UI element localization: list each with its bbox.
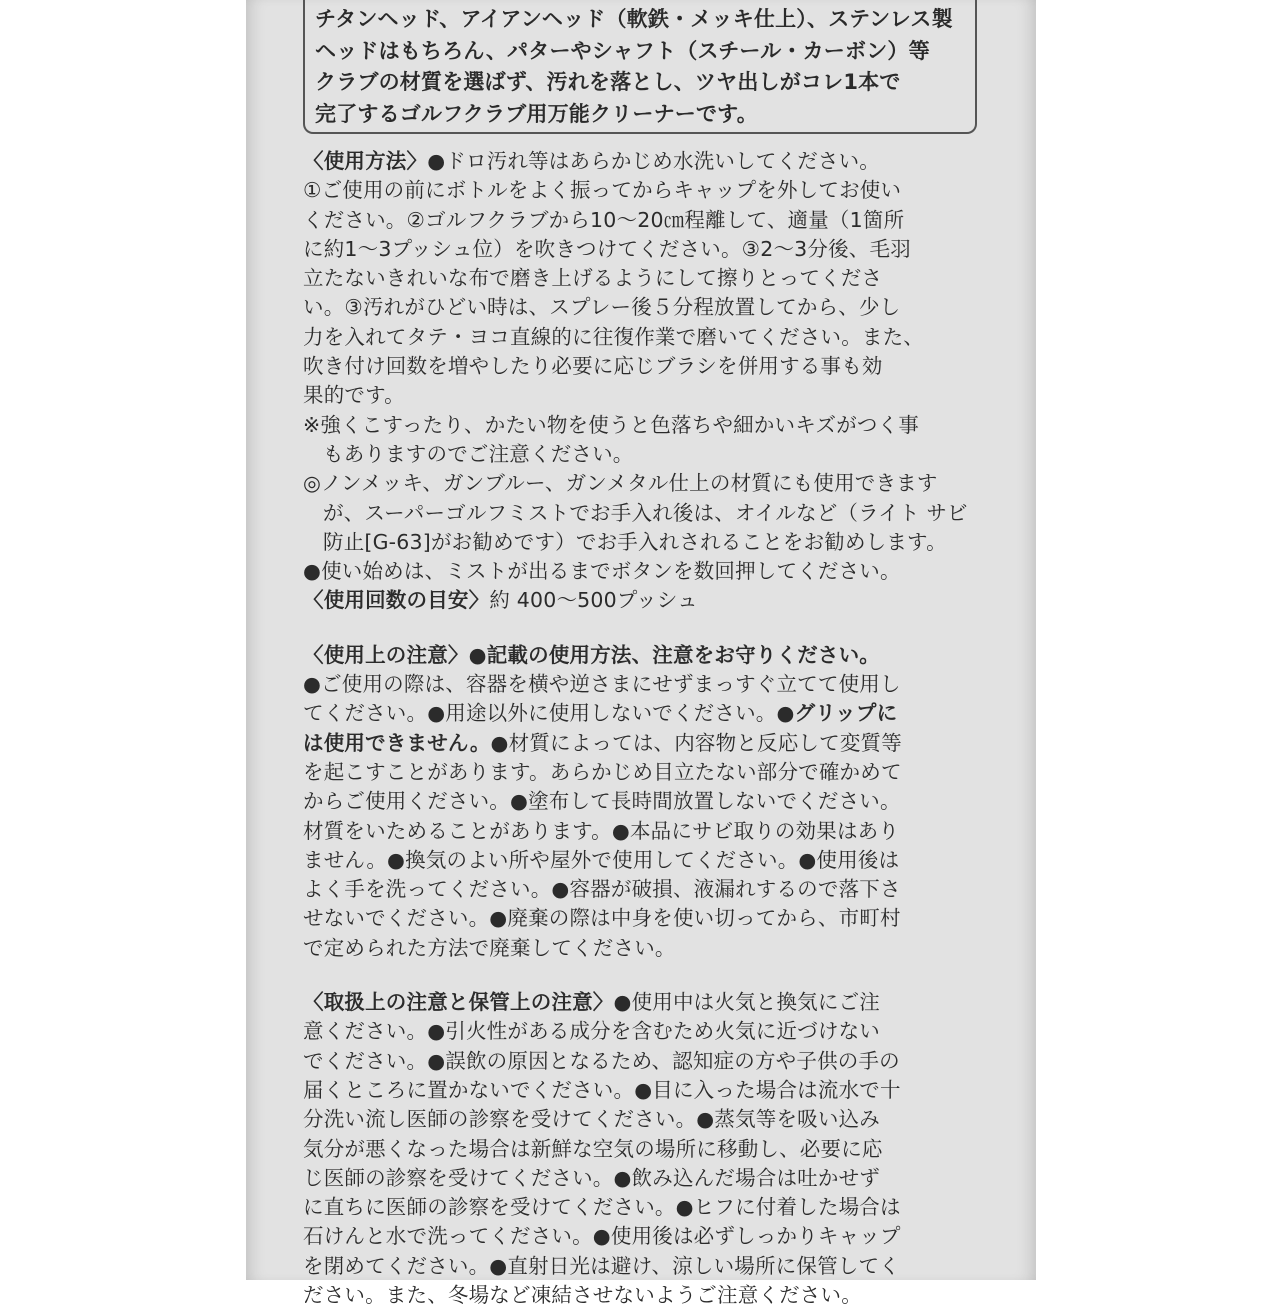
- usage-line: い。③汚れがひどい時は、スプレー後５分程放置してから、少し: [303, 295, 901, 320]
- storage-title-tail: ●使用中は火気と換気にご注: [613, 990, 880, 1015]
- storage-line: に直ちに医師の診察を受けてください。●ヒフに付着した場合は: [303, 1195, 901, 1220]
- storage-line: を閉めてください。●直射日光は避け、涼しい場所に保管してく: [303, 1253, 900, 1278]
- usage-note-scratch: ※強くこすったり、かたい物を使うと色落ちや細かいキズがつく事: [303, 412, 920, 437]
- usage-line: 立たないきれいな布で磨き上げるようにして擦りとってくださ: [303, 266, 883, 291]
- storage-section: [303, 988, 983, 1310]
- usage-note-scratch-cont: もありますのでご注意ください。: [323, 441, 634, 466]
- usage-note-first-use: ●使い始めは、ミストが出るまでボタンを数回押してください。: [303, 559, 901, 584]
- usage-note-finish-cont: 防止[G-63]がお勧めです）でお手入れされることをお勧めします。: [323, 529, 947, 554]
- label-text-content: [303, 0, 983, 1310]
- usage-section: [303, 147, 983, 586]
- caution-line: で定められた方法で廃棄してください。: [303, 935, 676, 960]
- usage-note-finish-cont: が、スーパーゴルフミストでお手入れ後は、オイルなど（ライト サビ: [323, 500, 968, 525]
- usage-title-tail: ●ドロ汚れ等はあらかじめ水洗いしてください。: [427, 149, 880, 173]
- caution-line: せないでください。●廃棄の際は中身を使い切ってから、市町村: [303, 906, 901, 931]
- usage-count-section: [303, 586, 983, 615]
- caution-section: [303, 641, 983, 963]
- caution-line: を起こすことがあります。あらかじめ目立たない部分で確かめて: [303, 759, 902, 784]
- usage-line: 吹き付け回数を増やしたり必要に応じブラシを併用する事も効: [303, 354, 883, 379]
- storage-line: 気分が悪くなった場合は新鮮な空気の場所に移動し、必要に応: [303, 1136, 883, 1161]
- usage-line: 果的です。: [303, 383, 405, 408]
- caution-line: よく手を洗ってください。●容器が破損、液漏れするので落下さ: [303, 877, 901, 902]
- usage-line: ①ご使用の前にボトルをよく振ってからキャップを外してお使い: [303, 178, 902, 203]
- storage-title: 〈取扱上の注意と保管上の注意〉: [303, 990, 614, 1015]
- caution-line: ません。●換気のよい所や屋外で使用してください。●使用後は: [303, 847, 900, 872]
- storage-line: でください。●誤飲の原因となるため、認知症の方や子供の手の: [303, 1048, 900, 1073]
- storage-line: 分洗い流し医師の診察を受けてください。●蒸気等を吸い込み: [303, 1107, 880, 1132]
- storage-line: 意ください。●引火性がある成分を含むため火気に近づけない: [303, 1019, 880, 1044]
- intro-line: チタンヘッド、アイアンヘッド（軟鉄・メッキ仕上）、ステンレス製: [315, 7, 953, 31]
- caution-line: てください。●用途以外に使用しないでください。: [303, 701, 777, 726]
- caution-grip-warning: ●グリップに: [776, 701, 898, 726]
- usage-title: 〈使用方法〉: [303, 149, 428, 173]
- intro-line: ヘッドはもちろん、パターやシャフト（スチール・カーボン）等: [315, 38, 930, 63]
- storage-line: ださい。また、冬場など凍結させないようご注意ください。: [303, 1282, 862, 1307]
- usage-count-title: 〈使用回数の目安〉: [303, 588, 490, 613]
- caution-title: 〈使用上の注意〉: [303, 642, 469, 667]
- caution-line: 材質をいためることがあります。●本品にサビ取りの効果はあり: [303, 818, 900, 843]
- caution-grip-warning-cont: は使用できません。: [303, 730, 491, 755]
- storage-line: 石けんと水で洗ってください。●使用後は必ずしっかりキャップ: [303, 1224, 901, 1249]
- caution-line: からご使用ください。●塗布して長時間放置しないでください。: [303, 789, 901, 814]
- usage-line: に約1〜3プッシュ位）を吹きつけてください。③2〜3分後、毛羽: [303, 236, 911, 261]
- usage-line: 力を入れてタテ・ヨコ直線的に往復作業で磨いてください。また、: [303, 324, 924, 349]
- usage-line: ください。②ゴルフクラブから10〜20㎝程離して、適量（1箇所: [303, 207, 905, 232]
- product-description-box: [303, 0, 977, 134]
- intro-line: クラブの材質を選ばず、汚れを落とし、ツヤ出しがコレ1本で: [315, 70, 901, 94]
- storage-line: じ医師の診察を受けてください。●飲み込んだ場合は吐かせず: [303, 1165, 880, 1190]
- usage-count-value: 約 400〜500プッシュ: [489, 588, 698, 613]
- caution-line: ●ご使用の際は、容器を横や逆さまにせずまっすぐ立てて使用し: [303, 672, 901, 697]
- storage-line: 届くところに置かないでください。●目に入った場合は流水で十: [303, 1077, 901, 1102]
- intro-line: 完了するゴルフクラブ用万能クリーナーです。: [315, 101, 758, 126]
- usage-note-finish: ◎ノンメッキ、ガンブルー、ガンメタル仕上の材質にも使用できます: [303, 471, 938, 496]
- caution-title-tail: ●記載の使用方法、注意をお守りください。: [468, 642, 880, 667]
- caution-line: ●材質によっては、内容物と反応して変質等: [490, 730, 902, 755]
